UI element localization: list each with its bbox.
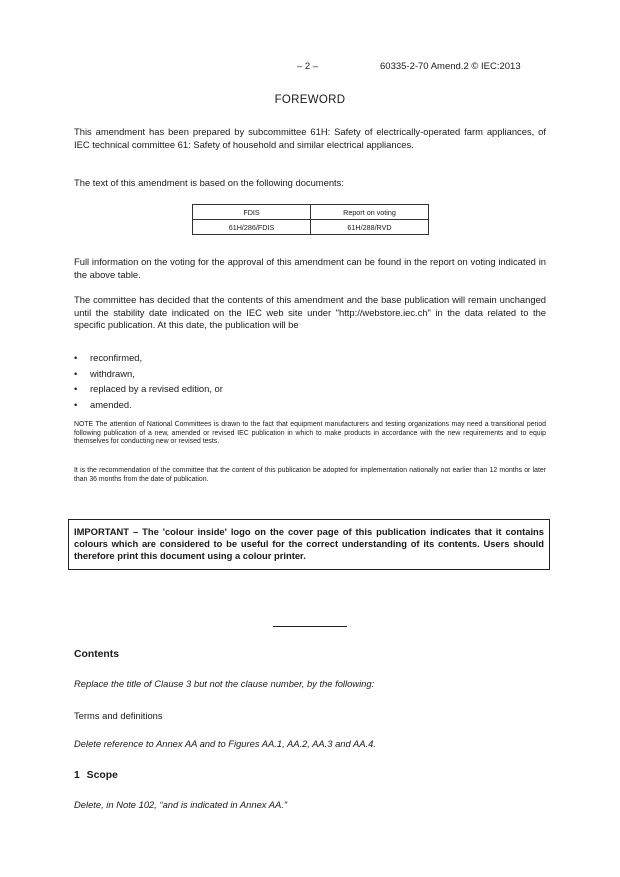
foreword-title: FOREWORD <box>274 94 346 106</box>
bullet-icon: • <box>74 367 78 379</box>
recommendation-text: It is the recommendation of the committee that the content of this publication be adopted for implementation nationally not earlier than 12 months or later than 36 months from the date of publication. <box>74 467 546 483</box>
full-info-text: Full information on the voting for the approval of this amendment can be found in the report on voting indicated in the above table. <box>74 256 546 280</box>
committee-decision-text: The committee has decided that the contents of this amendment and the base publication will remain unchanged until the stability date indicated on the IEC web site under "http://webstore.iec.ch" in the data related to the specific publication. At this date, the publication will be <box>74 294 546 330</box>
table-row <box>193 220 429 235</box>
list-item: • amended. <box>74 397 223 413</box>
bullet-icon: • <box>74 398 78 410</box>
list-item: • withdrawn, <box>74 366 223 382</box>
table-header-report: Report on voting <box>311 205 429 220</box>
bullet-icon: • <box>74 352 78 363</box>
terms-and-definitions: Terms and definitions <box>74 710 163 721</box>
publication-outcome-list <box>74 350 223 412</box>
section-divider <box>273 626 347 627</box>
important-notice-text: IMPORTANT – The 'colour inside' logo on the cover page of this publication indicates that it contains colours which are considered to be useful for the correct understanding of its contents. Users should therefore print this document using a colour printer. <box>74 526 544 562</box>
contents-heading: Contents <box>74 649 120 660</box>
table-header-row <box>193 205 429 220</box>
important-notice-box <box>68 519 550 570</box>
table-cell-fdis: 61H/286/FDIS <box>193 220 311 235</box>
list-item: • replaced by a revised edition, or <box>74 381 223 397</box>
scope-instruction: Delete, in Note 102, “and is indicated in Annex AA.” <box>74 799 287 810</box>
contents-instruction-1: Replace the title of Clause 3 but not the clause number, by the following: <box>74 678 375 689</box>
based-on-text: The text of this amendment is based on the following documents: <box>74 177 344 188</box>
table-cell-rvd: 61H/288/RVD <box>311 220 429 235</box>
foreword-intro: This amendment has been prepared by subcommittee 61H: Safety of electrically-operated farm appliances, of IEC technical committee 61: Safety of household and similar electrical appliances. <box>74 126 546 150</box>
scope-heading: 1 Scope <box>74 770 118 781</box>
bullet-icon: • <box>74 383 78 395</box>
list-item: • reconfirmed, <box>74 350 223 366</box>
page-number: – 2 – <box>297 61 319 72</box>
voting-documents-table <box>192 204 429 235</box>
table-header-fdis: FDIS <box>193 205 311 220</box>
document-reference: 60335-2-70 Amend.2 © IEC:2013 <box>380 61 521 72</box>
contents-instruction-2: Delete reference to Annex AA and to Figures AA.1, AA.2, AA.3 and AA.4. <box>74 738 376 749</box>
note-text: NOTE The attention of National Committees is drawn to the fact that equipment manufacturers and testing organizations may need a transitional period following publication of a new, amended or revised IEC publication in which to make products in accordance with the new requirements and to equip themselves for conducting new or revised tests. <box>74 421 546 446</box>
